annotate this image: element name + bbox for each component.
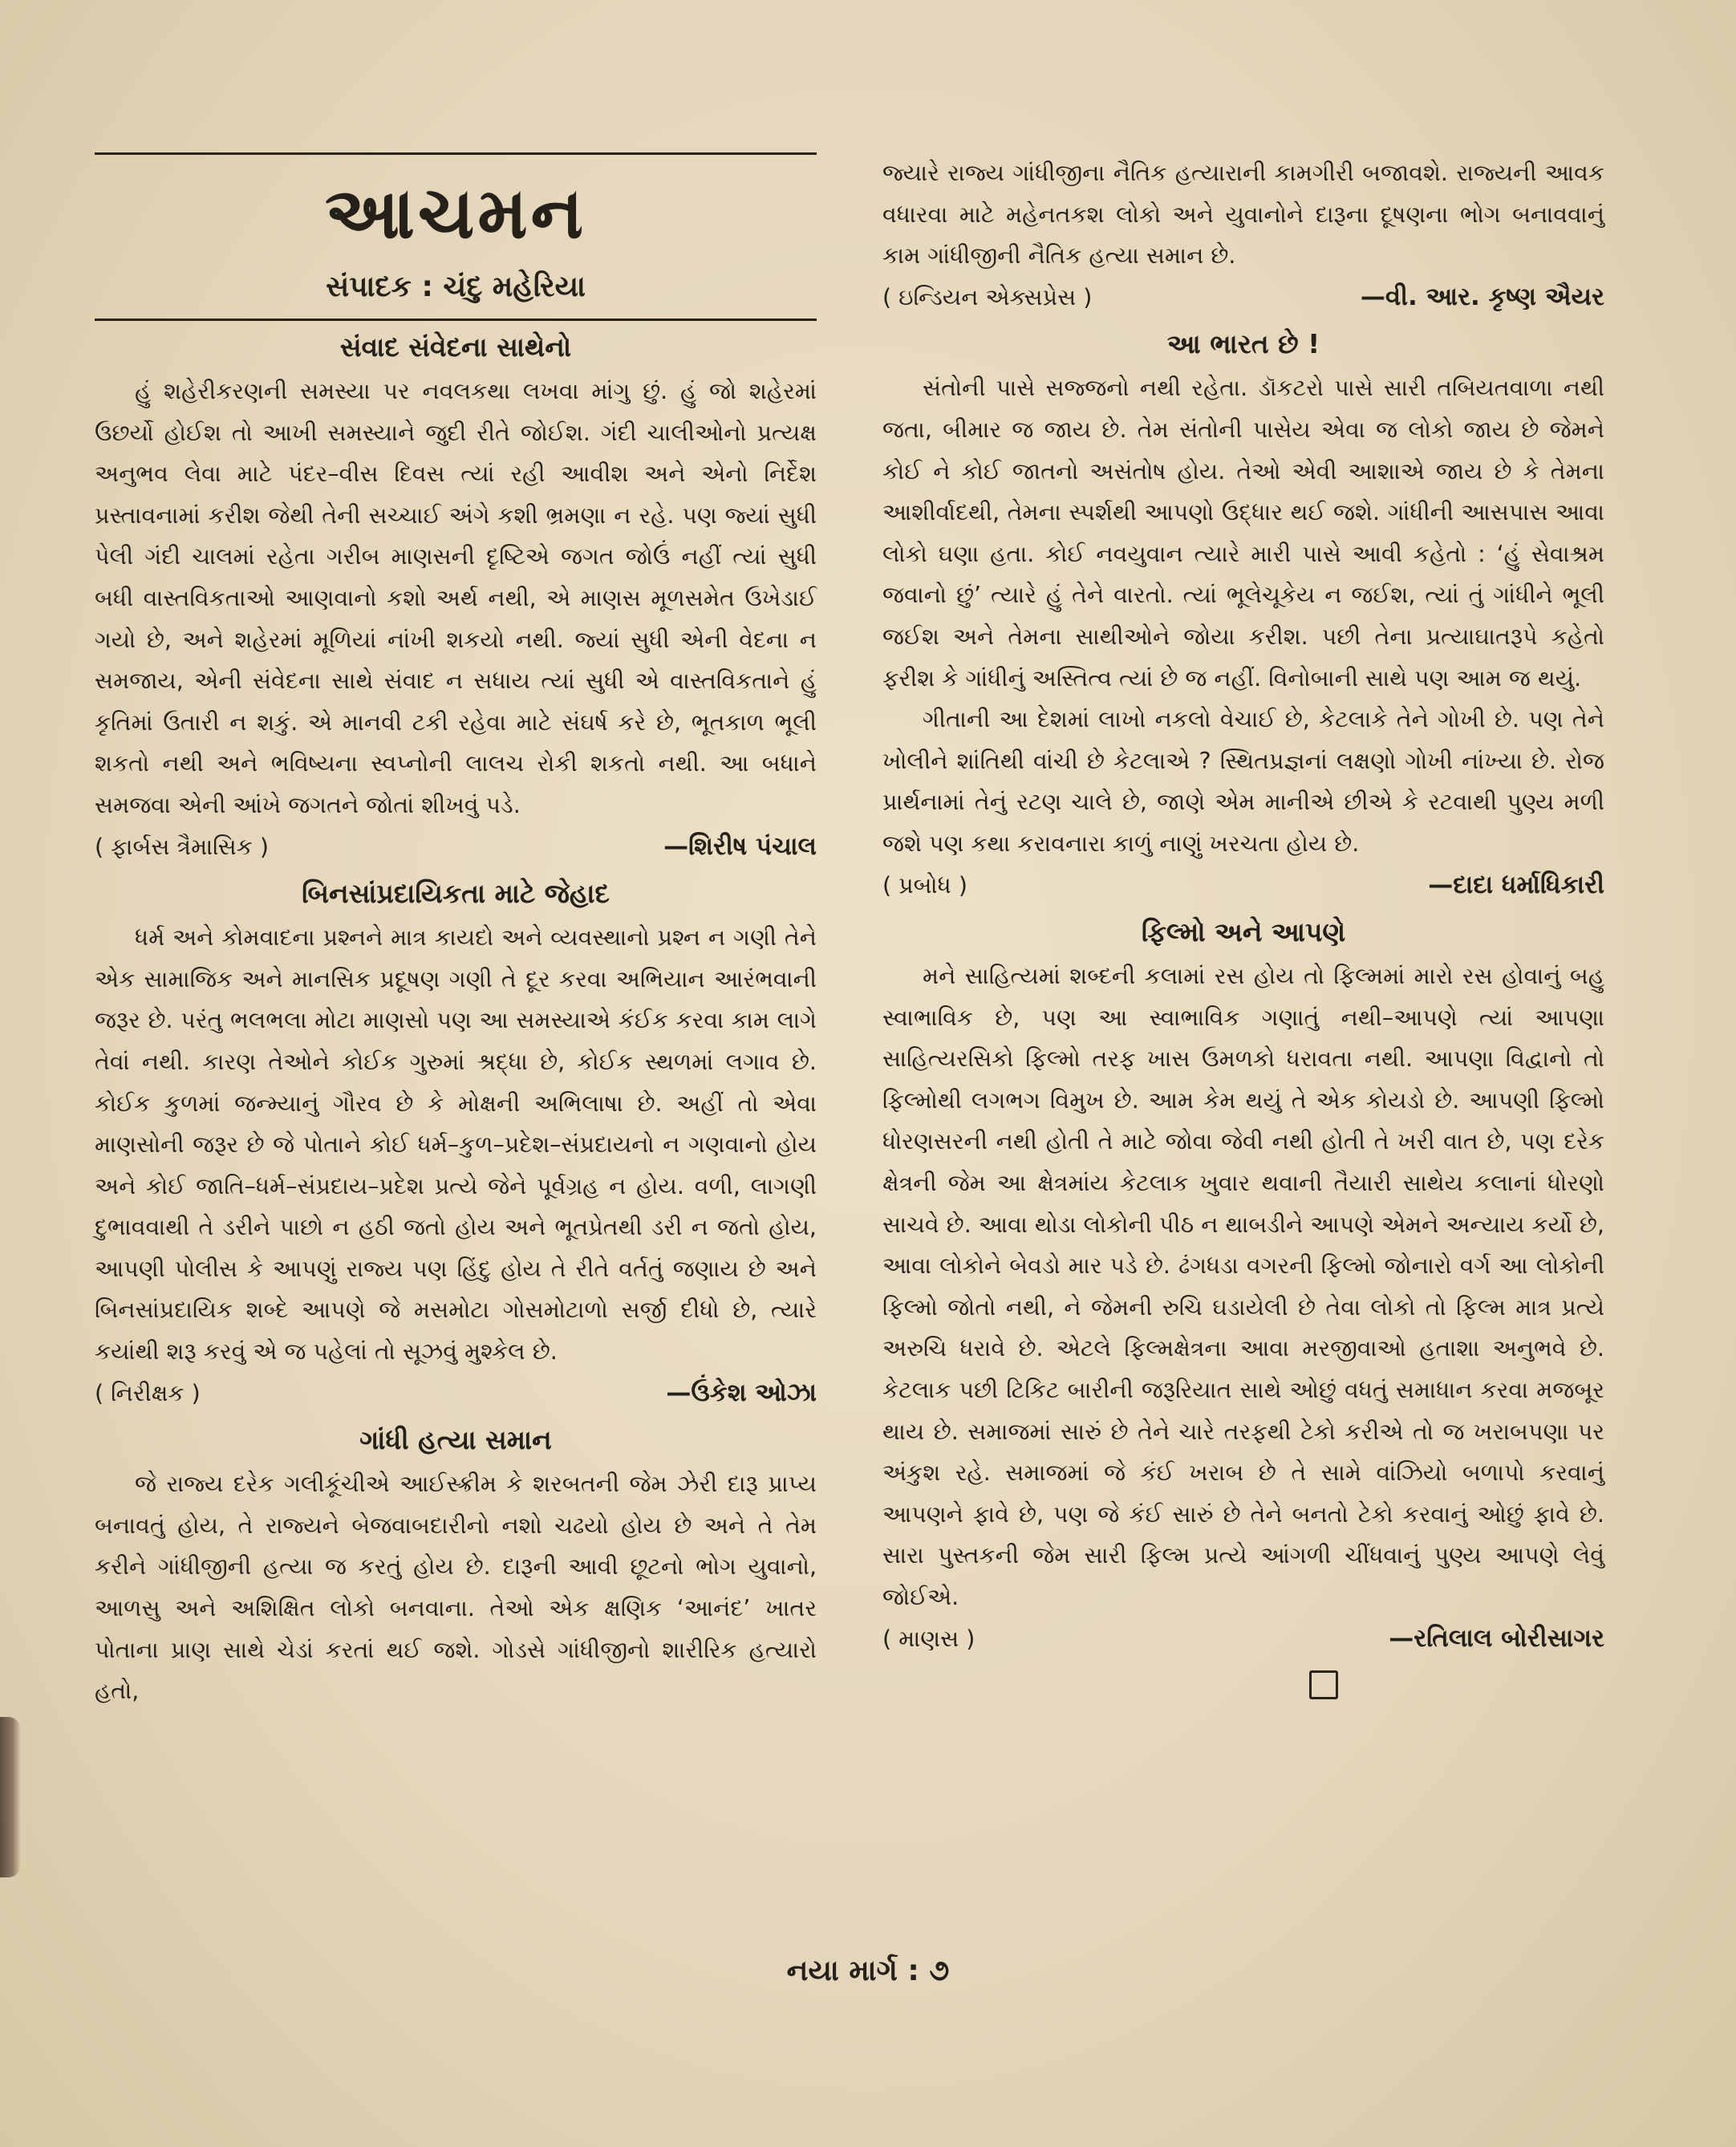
left-column [95,152,817,1719]
torn-edge [0,1717,21,1877]
article-source: ( નિરીક્ષક ) [95,1379,201,1406]
article-heading: ગાંધી હત્યા સમાન [359,1424,552,1456]
article-author: —દાદા ધર્માધિકારી [1428,870,1604,899]
article-heading: ફિલ્મો અને આપણે [1141,916,1346,948]
article-author: —શિરીષ પંચાલ [663,831,817,861]
article-credit [882,277,1604,319]
article-author: —ઉંકેશ ઓઝા [666,1378,817,1407]
end-mark-icon [1309,1670,1338,1699]
article-paragraph: ધર્મ અને કોમવાદના પ્રશ્નને માત્ર કાયદો અને વ્યવસ્થાનો પ્રશ્ન ન ગણી તેને એક સામાજિક અને માનસિક પ્રદૂષણ ગણી તે દૂર કરવા અભિયાન આરંભવાની જરૂર છે. પરંતુ ભલભલા મોટા માણસો પણ આ સમસ્યાએ કંઈક કરવા કામ લાગે તેવાં નથી. કારણ તેઓને કોઈક ગુરુમાં શ્રદ્ધા છે, કોઈક સ્થળમાં લગાવ છે. કોઈક કુળમાં જન્મ્યાનું ગૌરવ છે કે મોક્ષની અભિલાષા છે. અહીં તો એવા માણસોની જરૂર છે જે પોતાને કોઈ ધર્મ–કુળ–પ્રદેશ–સંપ્રદાયનો ન ગણવાનો હોય અને કોઈ જાતિ–ધર્મ–સંપ્રદાય–પ્રદેશ પ્રત્યે જેને પૂર્વગ્રહ ન હોય. વળી, લાગણી દુભાવવાથી તે ડરીને પાછો ન હઠી જતો હોય અને ભૂતપ્રેતથી ડરી ન જતો હોય, આપણી પોલીસ કે આપણું રાજ્ય પણ હિંદુ હોય તે રીતે વર્તતું જણાય છે અને બિનસાંપ્રદાયિક શબ્દે આપણે જે મસમોટા ગોસમોટાળો સર્જી દીધો છે, ત્યારે કયાંથી શરૂ કરવું એ જ પહેલાં તો સૂઝવું મુશ્કેલ છે. [95,924,817,1366]
masthead-top-rule [95,152,817,155]
article-paragraph: મને સાહિત્યમાં શબ્દની કલામાં રસ હોય તો ફિલ્મમાં મારો રસ હોવાનું બહુ સ્વાભાવિક છે, પણ આ સ્વાભાવિક ગણાતું નથી–આપણે ત્યાં આપણા સાહિત્યરસિકો ફિલ્મો તરફ ખાસ ઉમળકો ધરાવતા નથી. આપણા વિદ્વાનો તો ફિલ્મોથી લગભગ વિમુખ છે. આમ કેમ થયું તે એક કોયડો છે. આપણી ફિલ્મો ધોરણસરની નથી હોતી તે માટે જોવા જેવી નથી હોતી તે ખરી વાત છે, પણ દરેક ક્ષેત્રની જેમ આ ક્ષેત્રમાંય કેટલાક ખુવાર થવાની તૈયારી સાથેય કલાનાં ધોરણો સાચવે છે. આવા થોડા લોકોની પીઠ ન થાબડીને આપણે એમને અન્યાય કર્યો છે, આવા લોકોને બેવડો માર પડે છે. ઢંગધડા વગરની ફિલ્મો જોનારો વર્ગ આ લોકોની ફિલ્મો જોતો નથી, ને જેમની રુચિ ઘડાયેલી છે તેવા લોકો તો ફિલ્મ માત્ર પ્રત્યે અરુચિ ધરાવે છે. એટલે ફિલ્મક્ષેત્રના આવા મરજીવાઓ હતાશા અનુભવે છે. કેટલાક પછી ટિકિટ બારીની જરૂરિયાત સાથે ઓછું વધતું સમાધાન કરવા મજબૂર થાય છે. સમાજમાં સારું છે તેને ચારે તરફથી ટેકો કરીએ તો જ ખરાબપણા પર અંકુશ રહે. સમાજમાં જે કંઈ ખરાબ છે તે સામે વાંઝિયો બળાપો કરવાનું આપણને ફાવે છે, પણ જે કંઈ સારું છે તેને બનતો ટેકો કરવાનું ઓછું ફાવે છે. સારા પુસ્તકની જેમ સારી ફિલ્મ પ્રત્યે આંગળી ચીંધવાનું પુણ્ય આપણે લેવું જોઈએ. [882,963,1604,1610]
masthead-editor: સંપાદક : ચંદુ મહેરિયા [326,270,586,303]
article-credit [882,865,1604,907]
article-paragraph: જ્યારે રાજ્ય ગાંધીજીના નૈતિક હત્યારાની કામગીરી બજાવશે. રાજ્યની આવક વધારવા માટે મહેનતકશ લોકો અને યુવાનોને દારૂના દૂષણના ભોગ બનાવવાનું કામ ગાંધીજીની નૈતિક હત્યા સમાન છે. [882,160,1604,270]
right-column [882,152,1604,1706]
masthead-bottom-rule [95,319,817,321]
article-paragraph: ગીતાની આ દેશમાં લાખો નકલો વેચાઈ છે, કેટલાકે તેને ગોખી છે. પણ તેને ખોલીને શાંતિથી વાંચી છે કેટલાએ ? સ્થિતપ્રજ્ઞનાં લક્ષણો ગોખી નાંખ્યા છે. રોજ પ્રાર્થનામાં તેનું રટણ ચાલે છે, જાણે એમ માનીએ છીએ કે રટવાથી પુણ્ય મળી જશે પણ કથા કરાવનારા કાળું નાણું ખરચતા હોય છે. [882,706,1604,857]
article-paragraph: સંતોની પાસે સજ્જનો નથી રહેતા. ડૉકટરો પાસે સારી તબિયતવાળા નથી જતા, બીમાર જ જાય છે. તેમ સંતોની પાસેય એવા જ લોકો જાય છે જેમને કોઈ ને કોઈ જાતનો અસંતોષ હોય. તેઓ એવી આશાએ જાય છે કે તેમના આશીર્વાદથી, તેમના સ્પર્શથી આપણો ઉદ્ધાર થઈ જશે. ગાંધીની આસપાસ આવા લોકો ઘણા હતા. કોઈ નવયુવાન ત્યારે મારી પાસે આવી કહેતો : ‘હું સેવાશ્રમ જવાનો છું’ ત્યારે હું તેને વારતો. ત્યાં ભૂલેચૂકેય ન જઈશ, ત્યાં તું ગાંધીને ભૂલી જઈશ અને તેમના સાથીઓને જોયા કરીશ. પછી તેના પ્રત્યાઘાતરૂપે કહેતો ફરીશ કે ગાંધીનું અસ્તિત્વ ત્યાં છે જ નહીં. વિનોબાની સાથે પણ આમ જ થયું. [882,375,1604,692]
article-credit [882,1618,1604,1660]
article-source: ( ફાર્બસ ત્રૈમાસિક ) [95,833,269,860]
article-source: ( માણસ ) [882,1625,975,1652]
article-aa-bharat-chhe [882,324,1604,906]
article-source: ( ઇન્ડિયન એક્સપ્રેસ ) [882,283,1093,310]
article-heading: સંવાદ સંવેદના સાથેનો [339,331,572,363]
article-gandhi-hatya-continued [882,152,1604,318]
article-author: —રતિલાલ બોરીસાગર [1389,1623,1604,1653]
article-heading: બિનસાંપ્રદાયિકતા માટે જેહાદ [302,878,610,910]
article-author: —વી. આર. કૃષ્ણ ઐયર [1360,282,1604,311]
article-heading: આ ભારત છે ! [1166,328,1320,360]
article-paragraph: હું શહેરીકરણની સમસ્યા પર નવલકથા લખવા માંગુ છું. હું જો શહેરમાં ઉછર્યો હોઈશ તો આખી સમસ્યાને જુદી રીતે જોઈશ. ગંદી ચાલીઓનો પ્રત્યક્ષ અનુભવ લેવા માટે પંદર–વીસ દિવસ ત્યાં રહી આવીશ અને એનો નિર્દેશ પ્રસ્તાવનામાં કરીશ જેથી તેની સચ્ચાઈ અંગે કશી ભ્રમણા ન રહે. પણ જ્યાં સુધી પેલી ગંદી ચાલમાં રહેતા ગરીબ માણસની દૃષ્ટિએ જગત જોઉં નહીં ત્યાં સુધી બધી વાસ્તવિકતાઓ આણવાનો કશો અર્થ નથી, એ માણસ મૂળસમેત ઉખેડાઈ ગયો છે, અને શહેરમાં મૂળિયાં નાંખી શકયો નથી. જ્યાં સુધી એની વેદના ન સમજાય, એની સંવેદના સાથે સંવાદ ન સધાય ત્યાં સુધી એ વાસ્તવિકતાને હું કૃતિમાં ઉતારી ન શકું. એ માનવી ટકી રહેવા માટે સંઘર્ષ કરે છે, ભૂતકાળ ભૂલી શકતો નથી અને ભવિષ્યના સ્વપ્નોની લાલચ રોકી શકતો નથી. આ બધાને સમજવા એની આંખે જગતને જોતાં શીખવું પડે. [95,378,817,818]
article-binsampradayikata [95,874,817,1414]
article-filmo [882,912,1604,1699]
article-samvad [95,327,817,867]
article-source: ( પ્રબોધ ) [882,871,967,899]
masthead-title: આચમન [324,172,587,254]
article-gandhi-hatya [95,1420,817,1712]
article-credit [95,1373,817,1414]
article-paragraph: જે રાજ્ય દરેક ગલીકૂંચીએ આઈસ્ક્રીમ કે શરબતની જેમ ઝેરી દારૂ પ્રાપ્ય બનાવતું હોય, તે રાજ્યને બેજવાબદારીનો નશો ચઢયો હોય છે અને તે તેમ કરીને ગાંધીજીની હત્યા જ કરતું હોય છે. દારૂની આવી છૂટનો ભોગ યુવાનો, આળસુ અને અશિક્ષિત લોકો બનવાના. તેઓ એક ક્ષણિક ‘આનંદ’ ખાતર પોતાના પ્રાણ સાથે ચેડાં કરતાં થઈ જશે. ગોડસે ગાંધીજીનો શારીરિક હત્યારો હતો, [95,1471,817,1705]
article-credit [95,826,817,868]
page-footer: નયા માર્ગ : ૭ [786,1954,950,1987]
